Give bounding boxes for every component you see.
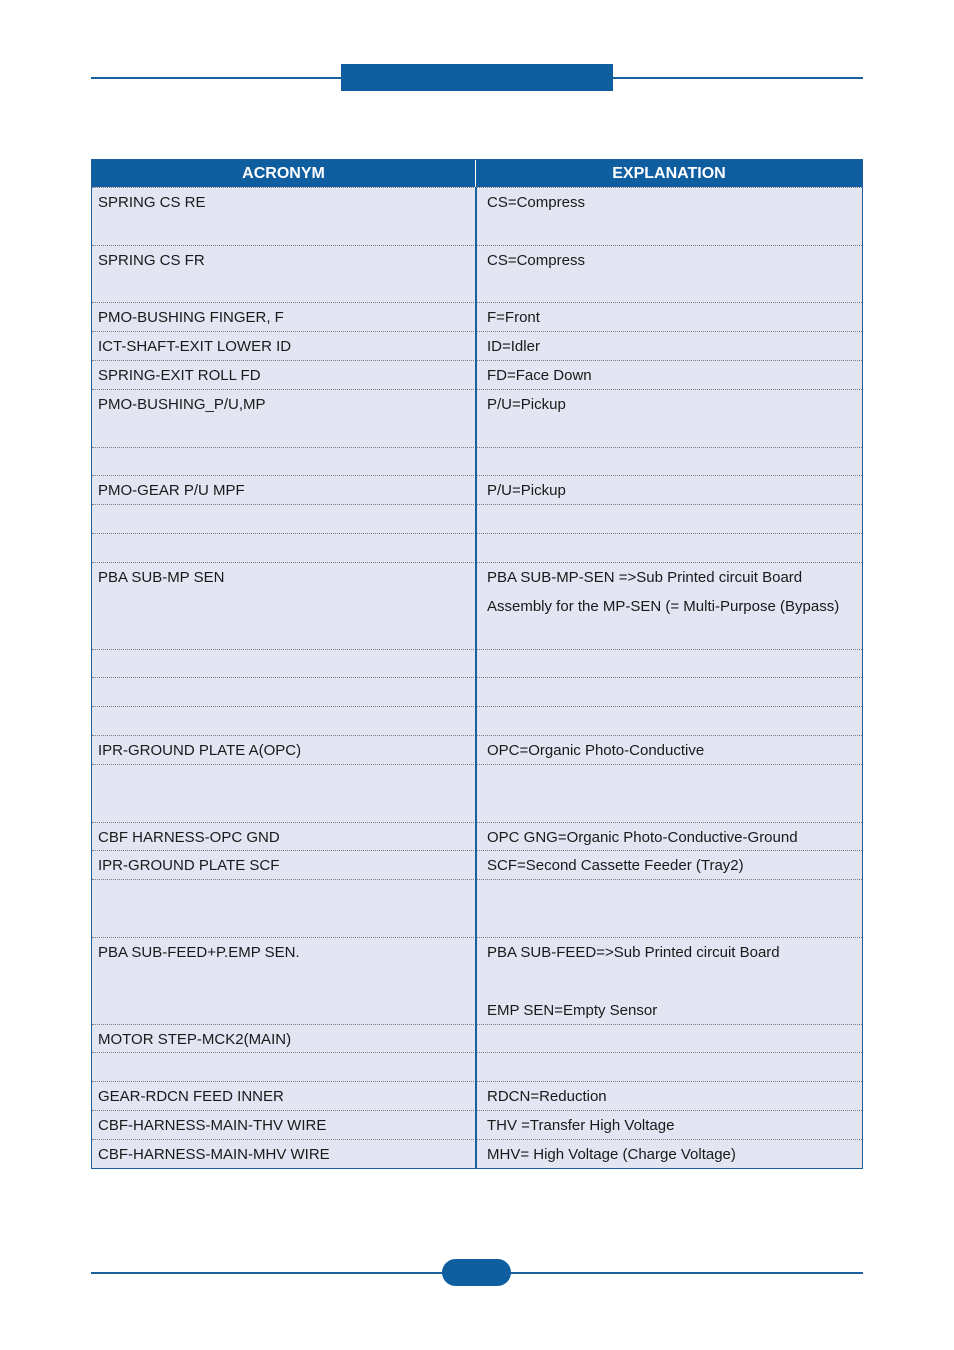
table-row (92, 1081, 862, 1110)
acronym-text: PMO-GEAR P/U MPF (98, 482, 245, 500)
header-tab (341, 64, 613, 91)
table-row (92, 1110, 862, 1139)
acronym-text: PBA SUB-FEED+P.EMP SEN. (98, 943, 300, 961)
explanation-cell (476, 476, 862, 504)
explanation-cell (476, 1140, 862, 1168)
table-row (92, 764, 862, 822)
acronym-cell (92, 650, 476, 678)
table-row (92, 735, 862, 764)
explanation-cell (476, 188, 862, 245)
table-row (92, 302, 862, 331)
table-row (92, 447, 862, 476)
explanation-text: CS=Compress (487, 251, 585, 269)
explanation-cell (476, 332, 862, 360)
explanation-cell (476, 650, 862, 678)
explanation-text: P/U=Pickup (487, 482, 566, 500)
explanation-cell (476, 390, 862, 447)
acronym-text (98, 505, 470, 534)
acronym-text: ICT-SHAFT-EXIT LOWER ID (98, 338, 292, 356)
explanation-text: F=Front (487, 309, 540, 327)
table-row (92, 822, 862, 851)
acronym-cell (92, 476, 476, 504)
acronym-cell (92, 938, 476, 1024)
acronym-cell (92, 534, 476, 562)
explanation-cell (476, 303, 862, 331)
acronym-cell (92, 361, 476, 389)
acronym-table (91, 159, 863, 1169)
explanation-cell (476, 505, 862, 533)
table-header (92, 160, 862, 187)
acronym-text (98, 448, 470, 477)
acronym-cell (92, 851, 476, 879)
acronym-text (98, 1053, 470, 1082)
explanation-cell (476, 246, 862, 303)
explanation-cell (476, 1025, 862, 1053)
acronym-text: MOTOR STEP-MCK2(MAIN) (98, 1030, 292, 1048)
explanation-text: Assembly for the MP-SEN (= Multi-Purpose (Bypass) (487, 597, 840, 615)
acronym-text: IPR-GROUND PLATE A(OPC) (98, 742, 302, 760)
acronym-text: PBA SUB-MP SEN (98, 568, 225, 586)
table-row (92, 533, 862, 562)
explanation-text: CS=Compress (487, 194, 585, 211)
table-row (92, 649, 862, 678)
explanation-cell (476, 678, 862, 706)
table-row (92, 1024, 862, 1053)
acronym-cell (92, 448, 476, 476)
acronym-cell (92, 246, 476, 303)
table-row (92, 187, 862, 245)
table-row (92, 677, 862, 706)
acronym-cell (92, 188, 476, 245)
explanation-cell (476, 851, 862, 879)
acronym-cell (92, 1053, 476, 1081)
explanation-text: EMP SEN=Empty Sensor (487, 1001, 658, 1019)
acronym-text: CBF HARNESS-OPC GND (98, 828, 280, 846)
explanation-cell (476, 880, 862, 937)
acronym-cell (92, 303, 476, 331)
explanation-text: MHV= High Voltage (Charge Voltage) (487, 1145, 736, 1163)
table-row (92, 331, 862, 360)
table-row (92, 360, 862, 389)
acronym-text: CBF-HARNESS-MAIN-THV WIRE (98, 1117, 327, 1135)
explanation-text: SCF=Second Cassette Feeder (Tray2) (487, 857, 744, 875)
explanation-text: RDCN=Reduction (487, 1088, 607, 1106)
acronym-text: SPRING-EXIT ROLL FD (98, 367, 261, 385)
explanation-text: OPC=Organic Photo-Conductive (487, 742, 705, 760)
table-row (92, 937, 862, 1024)
acronym-cell (92, 880, 476, 937)
page-number-badge (442, 1259, 511, 1286)
header-acronym: ACRONYM (92, 160, 476, 187)
explanation-cell (476, 1111, 862, 1139)
acronym-cell (92, 563, 476, 649)
acronym-cell (92, 1082, 476, 1110)
header-explanation: EXPLANATION (612, 164, 726, 182)
acronym-cell (92, 332, 476, 360)
acronym-text: SPRING CS RE (98, 194, 206, 211)
acronym-text (98, 650, 470, 679)
acronym-text: SPRING CS FR (98, 251, 205, 269)
acronym-text (98, 880, 470, 909)
acronym-text (98, 678, 470, 707)
table-row (92, 1139, 862, 1168)
table-row (92, 475, 862, 504)
acronym-cell (92, 707, 476, 735)
explanation-cell (476, 707, 862, 735)
acronym-cell (92, 390, 476, 447)
table-row (92, 850, 862, 879)
explanation-cell (476, 736, 862, 764)
column-divider (475, 187, 477, 1168)
explanation-cell (476, 1082, 862, 1110)
table-row (92, 245, 862, 303)
table-row (92, 1052, 862, 1081)
acronym-text (98, 534, 470, 563)
explanation-text: FD=Face Down (487, 367, 592, 385)
acronym-cell (92, 1140, 476, 1168)
table-row (92, 562, 862, 649)
explanation-cell (476, 1053, 862, 1081)
explanation-cell (476, 938, 862, 1024)
acronym-text: PMO-BUSHING_P/U,MP (98, 395, 266, 413)
table-row (92, 706, 862, 735)
acronym-cell (92, 823, 476, 851)
explanation-text: OPC GNG=Organic Photo-Conductive-Ground (487, 828, 798, 846)
explanation-cell (476, 448, 862, 476)
table-row (92, 504, 862, 533)
table-row (92, 879, 862, 937)
explanation-cell (476, 361, 862, 389)
table-row (92, 389, 862, 447)
explanation-text: THV =Transfer High Voltage (487, 1117, 675, 1135)
acronym-text (98, 765, 470, 794)
acronym-text: CBF-HARNESS-MAIN-MHV WIRE (98, 1145, 330, 1163)
explanation-text: P/U=Pickup (487, 395, 566, 413)
acronym-cell (92, 736, 476, 764)
acronym-text: IPR-GROUND PLATE SCF (98, 857, 280, 875)
explanation-text: PBA SUB-MP-SEN =>Sub Printed circuit Board (487, 568, 803, 586)
acronym-cell (92, 1111, 476, 1139)
explanation-cell (476, 534, 862, 562)
acronym-text (98, 707, 470, 736)
explanation-text: ID=Idler (487, 338, 540, 356)
acronym-text: GEAR-RDCN FEED INNER (98, 1088, 284, 1106)
acronym-text: PMO-BUSHING FINGER, F (98, 309, 284, 327)
explanation-text (487, 967, 856, 996)
acronym-cell (92, 678, 476, 706)
explanation-cell (476, 563, 862, 649)
explanation-text: PBA SUB-FEED=>Sub Printed circuit Board (487, 943, 780, 961)
table-body (92, 187, 862, 1168)
explanation-cell (476, 765, 862, 822)
acronym-cell (92, 1025, 476, 1053)
acronym-cell (92, 505, 476, 533)
explanation-cell (476, 823, 862, 851)
acronym-cell (92, 765, 476, 822)
